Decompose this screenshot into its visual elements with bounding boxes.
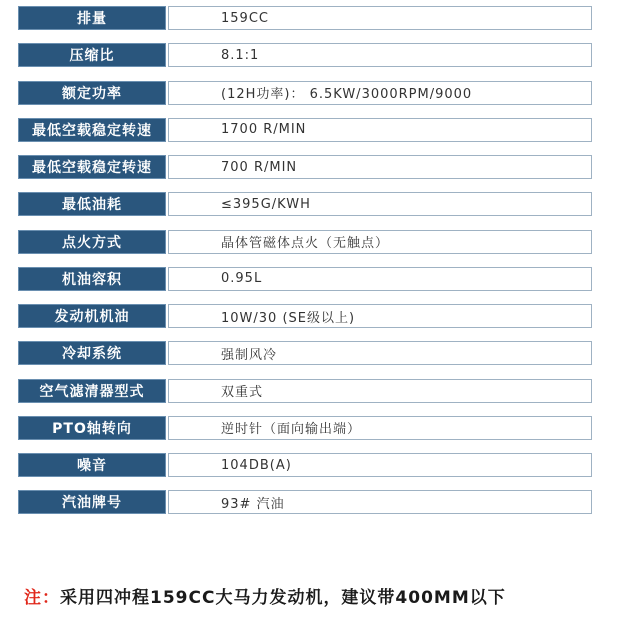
spec-row-pto-rotation (18, 416, 592, 440)
spec-row-air-filter (18, 379, 592, 403)
spec-row-max-idle-speed (18, 118, 592, 142)
spec-label: 最低油耗 (18, 192, 166, 216)
footnote-prefix: 注： (24, 588, 60, 608)
spec-row-min-idle-speed (18, 155, 592, 179)
spec-value: 104DB(A) (168, 453, 592, 477)
footnote (24, 583, 604, 608)
spec-value: 700 R/MIN (168, 155, 592, 179)
spec-label: 额定功率 (18, 81, 166, 105)
spec-label: 汽油牌号 (18, 490, 166, 514)
footnote-text: 采用四冲程159CC大马力发动机，建议带400MM以下 (60, 588, 506, 608)
spec-value: 强制风冷 (168, 341, 592, 365)
spec-label: 发动机机油 (18, 304, 166, 328)
spec-value: 逆时针（面向输出端） (168, 416, 592, 440)
spec-value: ≤395G/KWH (168, 192, 592, 216)
spec-row-rated-power (18, 81, 592, 105)
spec-label: 压缩比 (18, 43, 166, 67)
spec-row-engine-oil (18, 304, 592, 328)
spec-label: 点火方式 (18, 230, 166, 254)
spec-table (18, 6, 592, 528)
spec-value: 8.1:1 (168, 43, 592, 67)
spec-row-fuel-grade (18, 490, 592, 514)
spec-label: 冷却系统 (18, 341, 166, 365)
spec-value: 双重式 (168, 379, 592, 403)
spec-row-oil-capacity (18, 267, 592, 291)
spec-value: 0.95L (168, 267, 592, 291)
spec-label: 噪音 (18, 453, 166, 477)
spec-value: (12H功率)： 6.5KW/3000RPM/9000 (168, 81, 592, 105)
spec-label: PTO轴转向 (18, 416, 166, 440)
spec-row-noise (18, 453, 592, 477)
spec-label: 最低空载稳定转速 (18, 155, 166, 179)
spec-value: 93# 汽油 (168, 490, 592, 514)
spec-row-cooling (18, 341, 592, 365)
spec-row-fuel-consumption (18, 192, 592, 216)
spec-label: 机油容积 (18, 267, 166, 291)
spec-row-compression-ratio (18, 43, 592, 67)
spec-label: 排量 (18, 6, 166, 30)
spec-label: 最低空载稳定转速 (18, 118, 166, 142)
spec-value: 1700 R/MIN (168, 118, 592, 142)
spec-row-displacement (18, 6, 592, 30)
spec-value: 晶体管磁体点火（无触点） (168, 230, 592, 254)
spec-label: 空气滤清器型式 (18, 379, 166, 403)
spec-value: 159CC (168, 6, 592, 30)
spec-value: 10W/30 (SE级以上) (168, 304, 592, 328)
spec-row-ignition (18, 230, 592, 254)
